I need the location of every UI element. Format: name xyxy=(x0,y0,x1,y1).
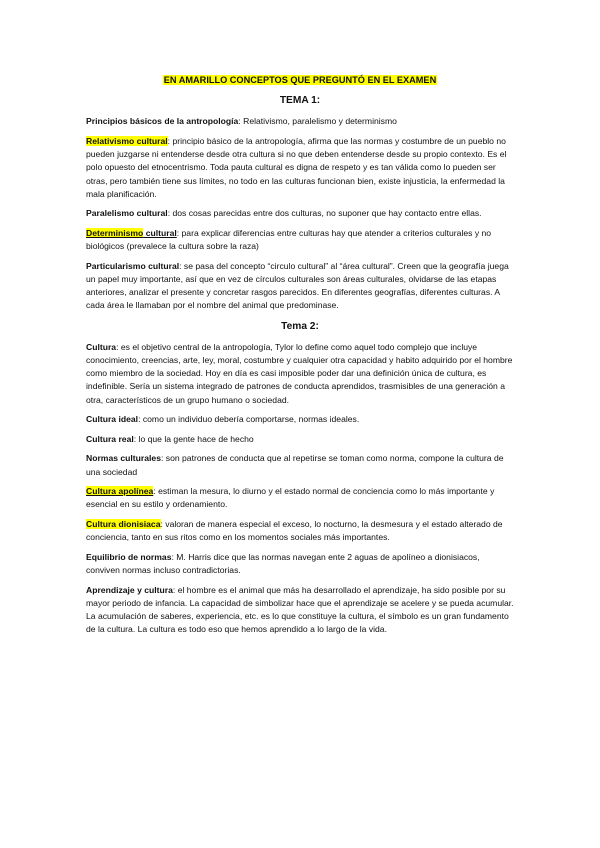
dionisiaca-paragraph xyxy=(86,518,514,544)
apolinea-term: Cultura apolínea xyxy=(86,486,154,497)
normas-term: Normas culturales xyxy=(86,453,161,464)
principios-term: Principios básicos de la antropología xyxy=(86,116,239,127)
principios-text: : Relativismo, paralelismo y determinismo xyxy=(238,116,397,127)
determinismo-text: : para explicar diferencias entre culturas hay que atender a criterios culturales y no biológicos (prevalece la cultura sobre la raza) xyxy=(86,228,492,252)
determinismo-term-b: cultural xyxy=(143,228,177,238)
normas-paragraph xyxy=(86,452,514,478)
cultura-ideal-term: Cultura ideal xyxy=(86,414,139,425)
particularismo-term: Particularismo cultural xyxy=(86,260,180,271)
cultura-real-term: Cultura real xyxy=(86,433,134,444)
dionisiaca-text: : valoran de manera especial el exceso, lo nocturno, la desmesura y el estado alterado de conciencia, tanto en sus ritos como en los momentos sociales más importantes. xyxy=(86,519,503,543)
aprendizaje-text: : el hombre es el animal que más ha desarrollado el aprendizaje, ha sido posible por su mayor periodo de infancia. La capacidad de simbolizar hace que el aprendizaje se acelere y se pueda acumular. La acumulación de saberes, experiencia, etc. es lo que constituye la cultura, el símbolo es un gran fundamento de la cultura. La cultura es todo eso que hemos aprendido a lo largo de la vida. xyxy=(86,584,514,635)
aprendizaje-term: Aprendizaje y cultura xyxy=(86,584,173,595)
equilibrio-term: Equilibrio de normas xyxy=(86,551,172,562)
equilibrio-text: : M. Harris dice que las normas navegan ente 2 aguas de apolíneo a dionisiacos, conviven normas incluso contradictorias. xyxy=(86,551,480,575)
cultura-term: Cultura xyxy=(86,341,117,352)
normas-text: : son patrones de conducta que al repetirse se toman como norma, compone la cultura de una sociedad xyxy=(86,453,504,477)
principios-paragraph xyxy=(86,115,514,128)
relativismo-term: Relativismo cultural xyxy=(86,136,168,146)
cultura-paragraph xyxy=(86,341,514,407)
determinismo-term-a: Determinismo xyxy=(86,228,144,238)
cultura-real-text: : lo que la gente hace de hecho xyxy=(133,433,254,444)
exam-banner-row xyxy=(86,74,514,87)
apolinea-text: : estiman la mesura, lo diurno y el estado normal de conciencia como lo más importante y esencial en su estilo y ordenamiento. xyxy=(86,486,495,510)
cultura-ideal-text: : como un individuo debería comportarse, normas ideales. xyxy=(138,414,360,425)
particularismo-paragraph xyxy=(86,260,514,313)
cultura-real-paragraph xyxy=(86,433,514,446)
paralelismo-paragraph xyxy=(86,207,514,220)
tema-2-heading: Tema 2: xyxy=(281,320,319,332)
particularismo-text: : se pasa del concepto “circulo cultural” al “área cultural”. Creen que la geografía juega un papel muy importante, así que en vez de círculos culturales son áreas culturales, olvidarse de las etapas anteriores, analizar el presente y concretar rasgos parecidos. En diferentes geografías, diferentes culturas. A cada área le llamaban por el nombre del animal que predominase. xyxy=(86,260,509,311)
paralelismo-term: Paralelismo cultural xyxy=(86,208,168,219)
cultura-ideal-paragraph xyxy=(86,413,514,426)
cultura-text: : es el objetivo central de la antropología, Tylor lo define como aquel todo complejo que incluye conocimiento, creencias, arte, ley, moral, costumbre y cualquier otra capacidad y habito adquirido por el hombre como miembro de la sociedad. Hoy en día es casi imposible poder dar una definición única de cultura, es indefinible. Sería un sistema integrado de patrones de conducta aprendidos, trasmisibles de una generación a otra, característicos de un grupo humano o sociedad. xyxy=(86,341,513,405)
relativismo-paragraph xyxy=(86,135,514,201)
determinismo-paragraph xyxy=(86,227,514,253)
exam-banner: EN AMARILLO CONCEPTOS QUE PREGUNTÓ EN EL EXAMEN xyxy=(163,75,437,85)
paralelismo-text: : dos cosas parecidas entre dos culturas, no suponer que hay contacto entre ellas. xyxy=(167,208,482,219)
document-page xyxy=(86,74,514,643)
dionisiaca-term: Cultura dionisiaca xyxy=(86,519,161,529)
aprendizaje-paragraph xyxy=(86,584,514,637)
apolinea-paragraph xyxy=(86,485,514,511)
relativismo-text: : principio básico de la antropología, afirma que las normas y costumbre de un pueblo no pueden juzgarse ni entenderse desde otra cultura si no que deben entenderse desde su propio contexto. Es el polo opuesto del etnocentrismo. Toda pauta cultural es digna de respeto y es tan válida como lo pueden ser otras, pero también tiene sus límites, no todo en las culturas funcionan bien, existe injusticia, la enfermedad la mala planificación. xyxy=(86,136,507,199)
equilibrio-paragraph xyxy=(86,551,514,577)
tema-1-heading: TEMA 1: xyxy=(279,95,321,107)
